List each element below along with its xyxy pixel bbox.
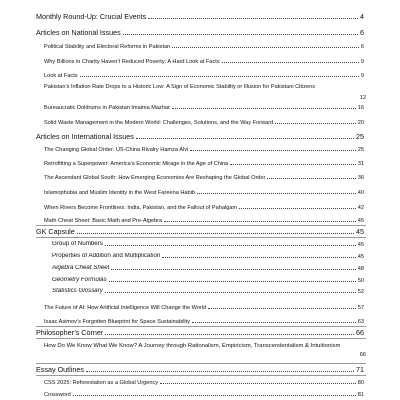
leader-dots [77, 232, 354, 234]
toc-entry[interactable] [44, 161, 364, 167]
toc-entry-title: Crossword [44, 392, 71, 398]
toc-section-philosopher[interactable] [36, 329, 364, 337]
toc-entry[interactable] [44, 380, 364, 386]
toc-entry-title: Isaac Asimov’s Forgotten Blueprint for Space Sustainability [44, 319, 191, 325]
toc-entry[interactable] [52, 241, 364, 248]
leader-dots [80, 75, 359, 77]
toc-entry-title: Properties of Addition and Multiplication [52, 253, 161, 259]
toc-entry-title: Algebra Cheat Sheet [52, 265, 110, 271]
leader-dots [109, 280, 356, 282]
leader-dots [86, 370, 354, 372]
toc-entry[interactable] [44, 73, 364, 79]
leader-dots [105, 291, 356, 293]
toc-section-gk[interactable] [36, 228, 364, 236]
toc-page-number: 20 [357, 120, 364, 126]
toc-page-number: 25 [356, 132, 364, 141]
leader-dots [148, 17, 358, 19]
toc-page-number: 40 [357, 190, 364, 196]
toc-entry[interactable] [52, 288, 364, 295]
toc-section-international[interactable] [36, 133, 364, 141]
leader-dots [136, 137, 354, 139]
toc-section-title: Articles on National Issues [36, 29, 121, 37]
toc-page-number: 9 [360, 73, 364, 79]
leader-dots [230, 163, 355, 165]
toc-entry[interactable] [44, 84, 366, 102]
toc-entry[interactable] [44, 175, 364, 181]
toc-section-title: Essay Outlines [36, 366, 84, 374]
leader-dots [172, 46, 359, 48]
toc-page-number: 45 [357, 218, 364, 224]
leader-dots [105, 244, 356, 246]
toc-page-number: 48 [357, 265, 364, 272]
leader-dots [190, 149, 356, 151]
leader-dots [164, 220, 356, 222]
toc-entry-title: Math Cheat Sheet: Basic Math and Pre-Algebra [44, 218, 163, 224]
toc-entry-title: The Ascendant Global South: How Emerging Economies Are Reshaping the Global Order [44, 175, 266, 181]
toc-page-number: 25 [357, 147, 364, 153]
toc-entry[interactable] [44, 218, 364, 224]
toc-page-number: 63 [357, 319, 364, 325]
leader-dots [162, 256, 355, 258]
toc-entry-title: Islamophobia and Muslim Identity in the West Fareena Habib [44, 190, 196, 196]
toc-entry[interactable] [44, 120, 364, 126]
toc-entry-title: Retrofitting a Superpower: America’s Economic Mirage in the Age of China [44, 161, 229, 167]
leader-dots [275, 122, 356, 124]
toc-entry-title: Look at Facts [44, 73, 78, 79]
toc-entry-title: Why Billions in Charity Haven’t Reduced Poverty: A Hard Look at Facts [44, 59, 220, 65]
toc-section-national[interactable] [36, 29, 364, 37]
toc-entry[interactable] [44, 343, 366, 359]
toc-page-number: 80 [357, 380, 364, 386]
toc-page-number: 57 [357, 305, 364, 311]
leader-dots [105, 333, 354, 335]
toc-page-number: 45 [356, 227, 364, 236]
leader-dots [239, 207, 356, 209]
toc-entry-title: Group of Numbers [52, 241, 103, 247]
toc-entry-title: Bureaucratic Doldrums in Pakistan Imaima Mazhar [44, 105, 170, 111]
toc-entry-title: CSS 2025: Reforestation as a Global Urgency [44, 380, 159, 386]
toc-page-number: 4 [360, 12, 364, 21]
toc-page-number: 31 [357, 161, 364, 167]
toc-page-number: 50 [357, 277, 364, 284]
toc-entry[interactable] [44, 305, 364, 311]
toc-page-number: 81 [357, 392, 364, 398]
toc-page-number: 9 [360, 59, 364, 65]
leader-dots [160, 382, 356, 384]
toc-entry-title: Geometry Formulas [52, 277, 107, 283]
leader-dots [192, 321, 356, 323]
toc-section-title: Monthly Round-Up: Crucial Events [36, 13, 147, 21]
toc-section-essay[interactable] [36, 366, 364, 374]
toc-page-number: 66 [356, 328, 364, 337]
leader-dots [208, 307, 356, 309]
leader-dots [123, 33, 358, 35]
toc-entry[interactable] [52, 253, 364, 260]
toc-section-title: GK Capsule [36, 228, 75, 236]
toc-entry[interactable] [44, 59, 364, 65]
toc-entry-title: Solid Waste Management in the Modern World: Challenges, Solutions, and the Way Forward [44, 120, 274, 126]
toc-entry-title: Political Stability and Electoral Reforms in Pakistan [44, 44, 171, 50]
toc-section-title: Philosopher’s Corner [36, 329, 104, 337]
toc-entry[interactable] [52, 265, 364, 272]
toc-page-number: 42 [357, 205, 364, 211]
toc-entry[interactable] [44, 190, 364, 196]
toc-entry[interactable] [44, 319, 364, 325]
toc-entry-title: The Changing Global Order: US-China Rivalry Hamza Alvi [44, 147, 189, 153]
toc-entry[interactable] [44, 205, 364, 211]
leader-dots [222, 61, 359, 63]
toc-page-number: 36 [357, 175, 364, 181]
leader-dots [172, 107, 356, 109]
leader-dots [197, 192, 356, 194]
toc-entry[interactable] [44, 105, 364, 111]
toc-page-number: 45 [357, 253, 364, 260]
toc-entry-title: When Rivers Become Frontlines: India, Pakistan, and the Fallout of Pahalgam [44, 205, 238, 211]
toc-section-monthly[interactable] [36, 13, 364, 21]
toc-entry[interactable] [44, 147, 364, 153]
toc-entry-title: Pakistan’s Inflation Rate Drops to a Historic Low: A Sign of Economic Stability or Illusion for Pakistani Citizens [44, 84, 316, 90]
toc-section-title: Articles on International Issues [36, 133, 134, 141]
toc-page-number: 12 [359, 95, 366, 101]
toc-entry-title: Statistics Glossary [52, 288, 103, 294]
toc-page-number: 16 [357, 105, 364, 111]
toc-entry[interactable] [44, 392, 364, 398]
leader-dots [267, 177, 355, 179]
toc-page-number: 52 [357, 288, 364, 295]
toc-page-number: 45 [357, 241, 364, 248]
toc-page-number: 66 [359, 352, 366, 358]
toc-entry[interactable] [44, 44, 364, 50]
toc-page-number: 6 [360, 44, 364, 50]
toc-entry-title: The Future of AI: How Artificial Intelligence Will Change the World [44, 305, 207, 311]
toc-page-number: 71 [356, 365, 364, 374]
toc-page-number: 6 [360, 28, 364, 37]
leader-dots [73, 394, 356, 396]
toc-entry-title: How Do We Know What We Know? A Journey through Rationalism, Empiricism, Transcendentalism & Intuitionism [44, 343, 341, 349]
toc-entry[interactable] [52, 277, 364, 284]
leader-dots [111, 268, 355, 270]
